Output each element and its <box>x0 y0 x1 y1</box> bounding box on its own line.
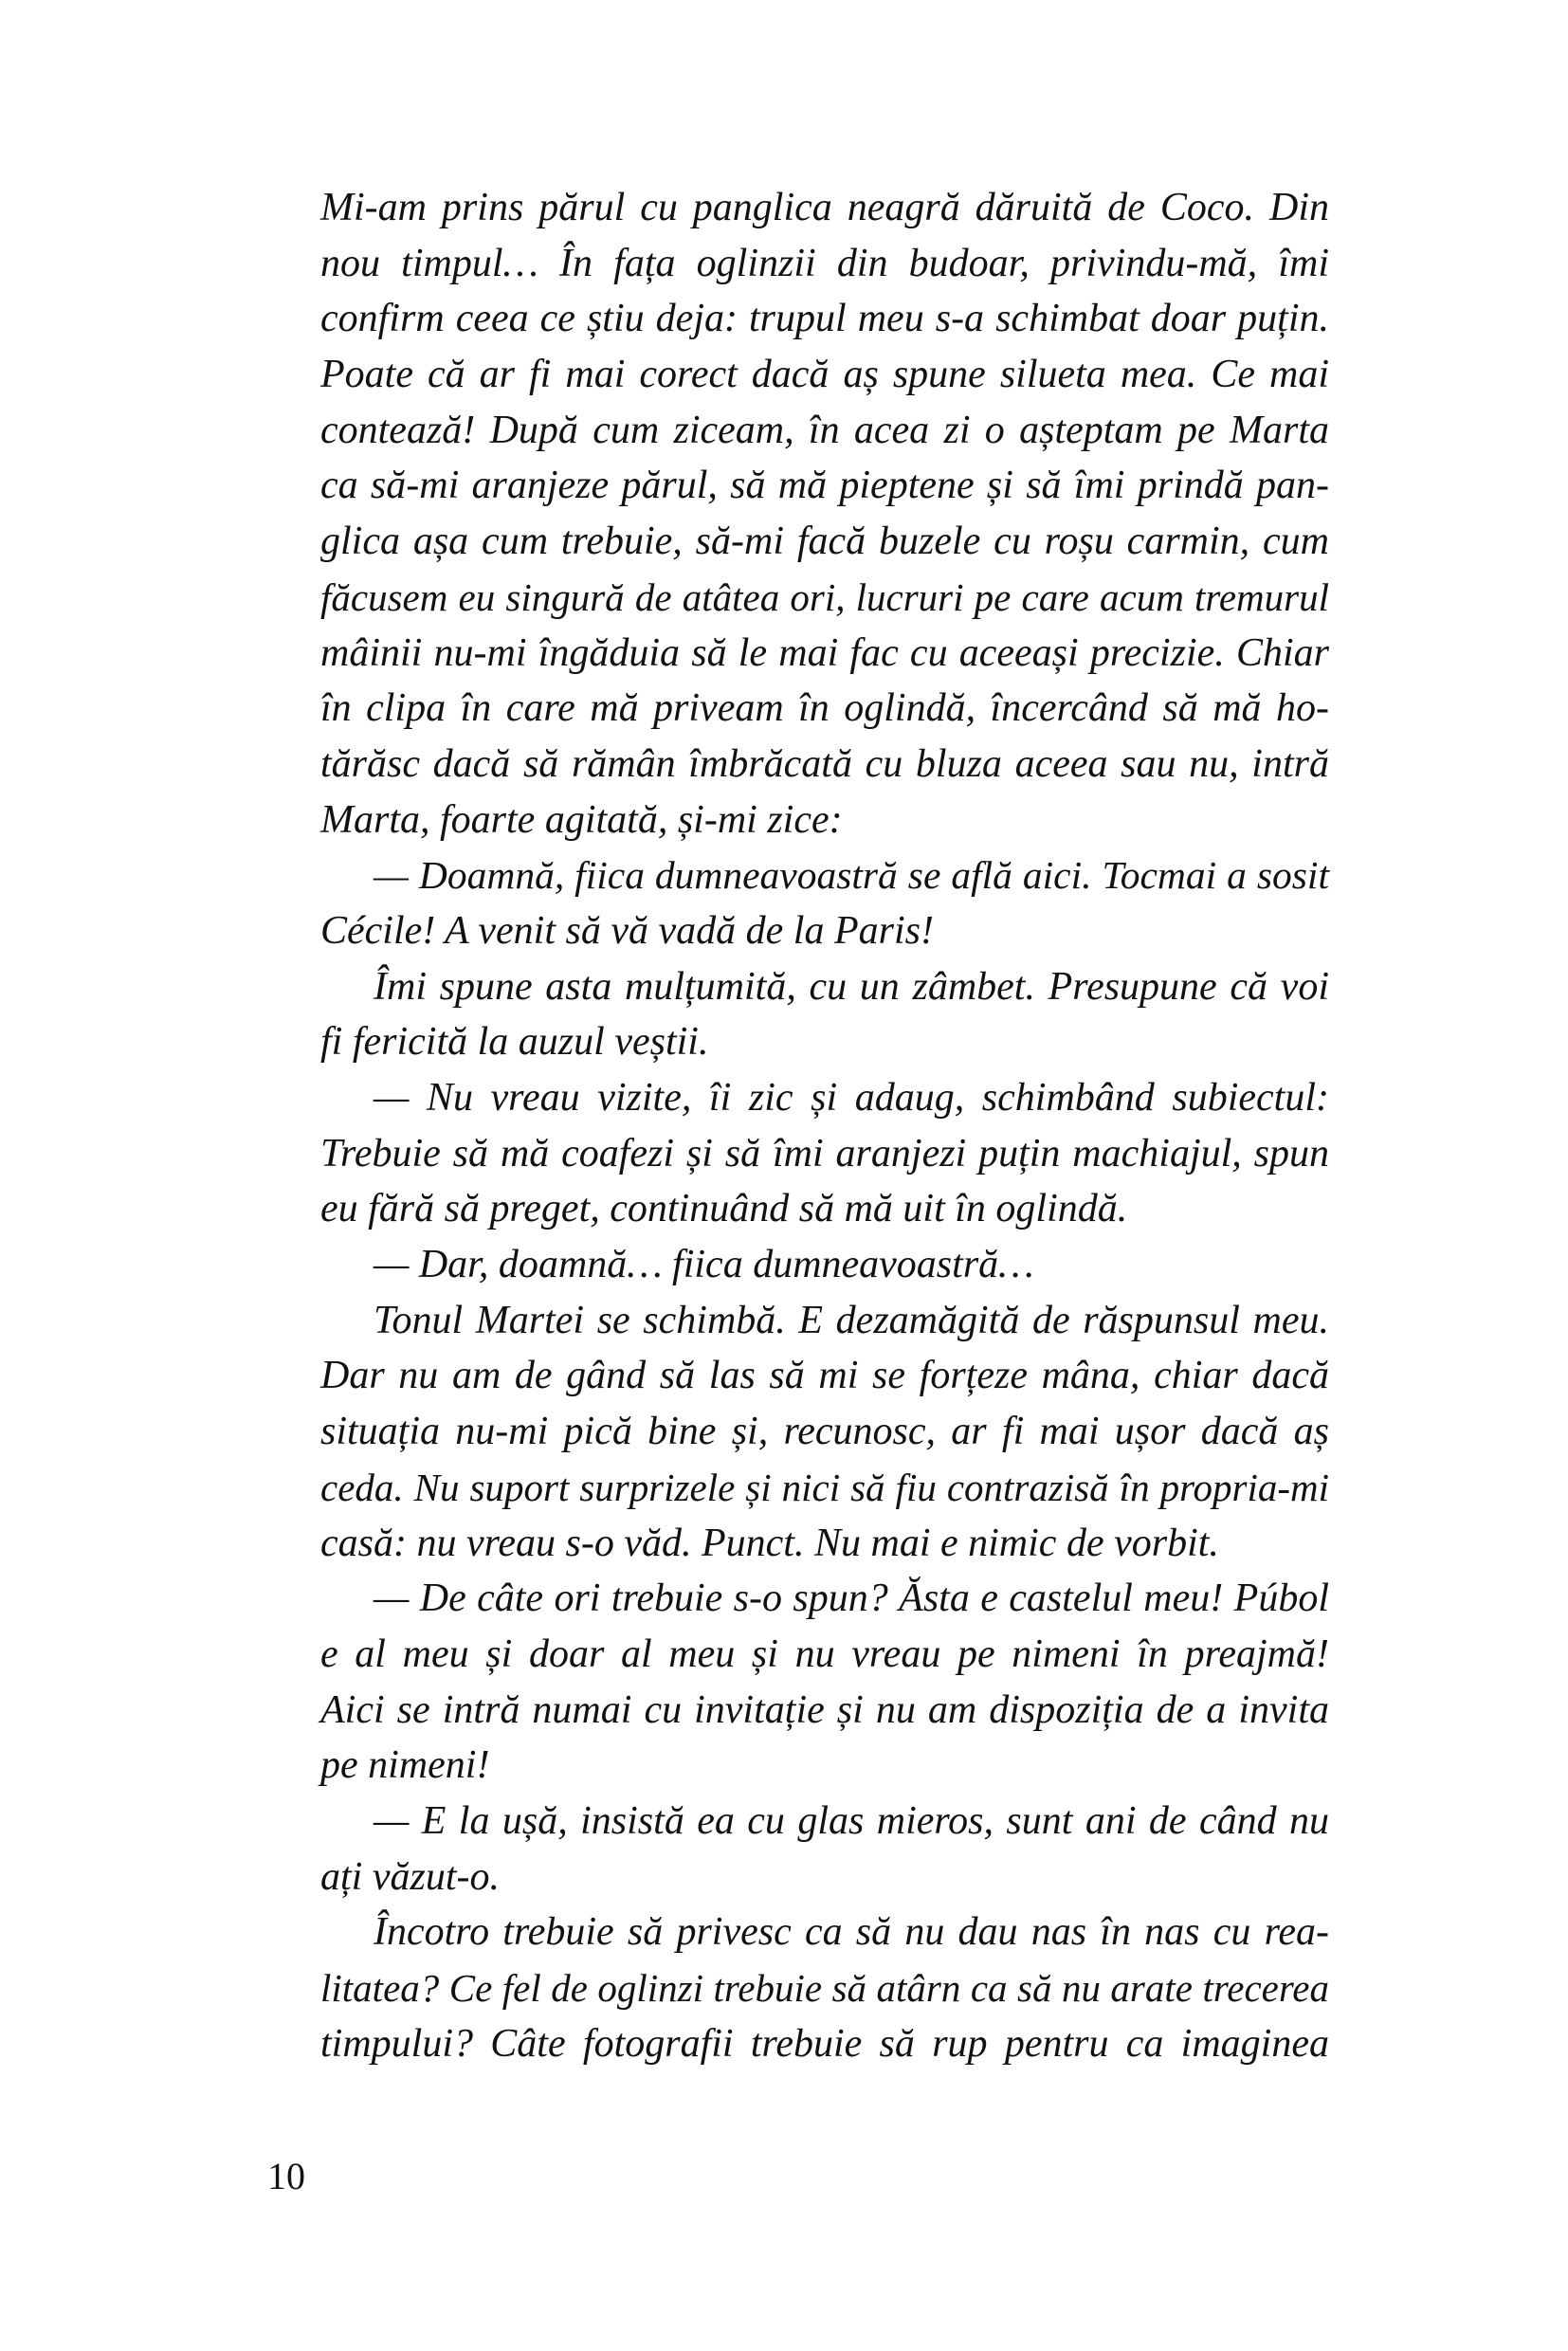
text-line: Dar nu am de gând să las să mi se forțeze mâna, chiar dacă <box>320 1354 1329 1398</box>
text-line: — Nu vreau vizite, îi zic și adaug, schimbând subiectul: <box>374 1076 1329 1120</box>
text-line: — Doamnă, fiica dumneavoastră se află aici. Tocmai a sosit <box>374 853 1329 898</box>
text-line: în clipa în care mă priveam în oglindă, încercând să mă ho- <box>320 686 1329 731</box>
page-number: 10 <box>267 2155 305 2197</box>
text-line: mâinii nu-mi îngăduia să le mai fac cu aceeași precizie. Chiar <box>320 630 1329 675</box>
body-text <box>320 180 1329 2071</box>
text-line: pe nimeni! <box>320 1743 490 1788</box>
text-line: Aici se intră numai cu invitație și nu am dispoziția de a invita <box>320 1687 1329 1732</box>
text-line: Marta, foarte agitată, și-mi zice: <box>320 797 843 842</box>
text-line: făcusem eu singură de atâtea ori, lucruri pe care acum tremurul <box>320 574 1329 619</box>
text-line: ați văzut-o. <box>320 1854 500 1899</box>
text-line: nou timpul… În fața oglinzii din budoar, privindu-mă, îmi <box>320 241 1329 285</box>
text-line: — Dar, doamnă… fiica dumneavoastră… <box>374 1243 1034 1287</box>
text-line: Tonul Martei se schimbă. E dezamăgită de răspunsul meu. <box>374 1298 1329 1342</box>
text-line: Îmi spune asta mulțumită, cu un zâmbet. Presupune că voi <box>374 964 1329 1009</box>
text-line: glica așa cum trebuie, să-mi facă buzele cu roșu carmin, cum <box>320 519 1329 564</box>
text-line: ca să-mi aranjeze părul, să mă pieptene și să îmi prindă pan- <box>320 464 1329 508</box>
text-line: timpului? Câte fotografii trebuie să rup pentru ca imaginea <box>320 2021 1329 2066</box>
text-line: Cécile! A venit să vă vadă de la Paris! <box>320 908 934 953</box>
text-line: casă: nu vreau s-o văd. Punct. Nu mai e nimic de vorbit. <box>320 1521 1219 1565</box>
text-line: litatea? Ce fel de oglinzi trebuie să atârn ca să nu arate trecerea <box>320 1966 1329 2010</box>
text-line: Mi-am prins părul cu panglica neagră dăruită de Coco. Din <box>320 186 1329 229</box>
text-line: tărăsc dacă să rămân îmbrăcată cu bluza aceea sau nu, intră <box>320 741 1329 786</box>
text-line: confirm ceea ce știu deja: trupul meu s-a schimbat doar puțin. <box>320 297 1329 341</box>
text-line: fi fericită la auzul veștii. <box>320 1020 709 1065</box>
text-line: Încotro trebuie să privesc ca să nu dau nas în nas cu rea- <box>374 1910 1329 1955</box>
text-line: situația nu-mi pică bine și, recunosc, ar fi mai ușor dacă aș <box>320 1410 1329 1454</box>
text-line: Poate că ar fi mai corect dacă aș spune silueta mea. Ce mai <box>320 353 1329 397</box>
text-line: eu fără să preget, continuând să mă uit în oglindă. <box>320 1187 1128 1231</box>
text-line: Trebuie să mă coafezi și să îmi aranjezi puțin machiajul, spun <box>320 1131 1329 1176</box>
text-line: — De câte ori trebuie s-o spun? Ăsta e castelul meu! Púbol <box>374 1576 1329 1621</box>
text-line: — E la ușă, insistă ea cu glas mieros, sunt ani de când nu <box>374 1798 1329 1843</box>
text-line: contează! După cum ziceam, în acea zi o așteptam pe Marta <box>320 408 1329 452</box>
text-line: e al meu și doar al meu și nu vreau pe nimeni în preajmă! <box>320 1631 1329 1676</box>
text-line: ceda. Nu suport surprizele și nici să fiu contrazisă în propria-mi <box>320 1465 1329 1509</box>
